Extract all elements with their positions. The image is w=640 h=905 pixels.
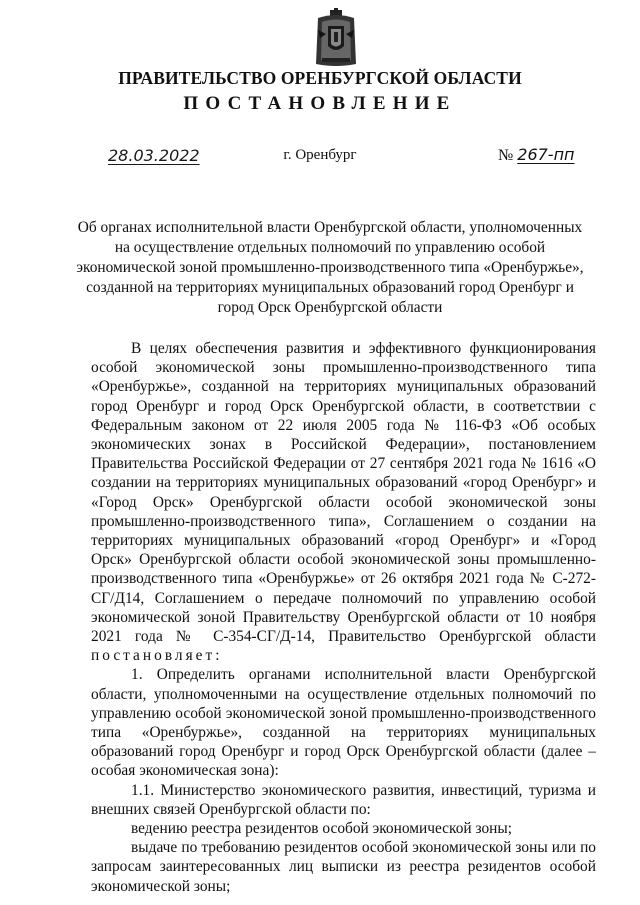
item-1: 1. Определить органами исполнительной власти Оренбургской области, уполномоченными на осуществление отдельных полномочий по управлению особой экономической зоной промышленно-производственного типа «Оренбуржье», созданной на территориях муниципальных образований город Оренбург и город Орск Оренбургской области (далее – особая экономическая зона): [91, 666, 596, 780]
coat-of-arms-icon [314, 8, 358, 68]
document-date: 28.03.2022 [108, 146, 200, 165]
number-prefix: № [498, 147, 514, 164]
government-title: ПРАВИТЕЛЬСТВО ОРЕНБУРГСКОЙ ОБЛАСТИ [118, 68, 522, 88]
document-subject: Об органах исполнительной власти Оренбургской области, уполномоченных на осуществление отдельных полномочий по управлению особой экономической зоной промышленно-производственного типа «Оренбуржье», созданной на территориях муниципальных образований город Оренбург и город Орск Оренбургской области [76, 219, 584, 316]
document-city: г. Оренбург [283, 147, 357, 163]
preamble-paragraph [91, 339, 596, 665]
resolves-word: постановляет: [91, 647, 223, 665]
document-kind: ПОСТАНОВЛЕНИЕ [183, 93, 457, 114]
document-number [498, 145, 575, 165]
number-value: 267-пп [517, 145, 575, 164]
document-body [91, 339, 596, 896]
item-line-b: выдаче по требованию резидентов особой экономической зоны или по запросам заинтересованных лиц выписки из реестра резидентов особой экономической зоны; [91, 839, 596, 895]
preamble-text: В целях обеспечения развития и эффективного функционирования особой экономической зоны промышленно-производственного типа «Оренбуржье», созданной на территориях муниципальных образований город Оренбург и город Орск Оренбургской области, в соответствии с Федеральным законом от 22 июля 2005 года № 116-ФЗ «Об особых экономических зонах в Российской Федерации», постановлением Правительства Российской Федерации от 27 сентября 2021 года № 1616 «О создании на территориях муниципальных образований «город Оренбург» и «Город Орск» Оренбургской области особой экономической зоны промышленно-производственного типа», Соглашением о создании на территориях муниципальных образований «город Оренбург» и «Город Орск» Оренбургской области особой экономической зоны промышленно-производственного типа «Оренбуржье» от 26 октября 2021 года № С-272-СГ/Д14, Соглашением о передаче полномочий по управлению особой экономической зоной Правительству Оренбургской области от 10 ноября 2021 года № С-354-СГ/Д-14, Правительство Оренбургской области [91, 340, 596, 646]
item-1-1: 1.1. Министерство экономического развития, инвестиций, туризма и внешних связей Оренбургской области по: [91, 781, 596, 818]
item-line-a: ведению реестра резидентов особой экономической зоны; [131, 820, 513, 838]
